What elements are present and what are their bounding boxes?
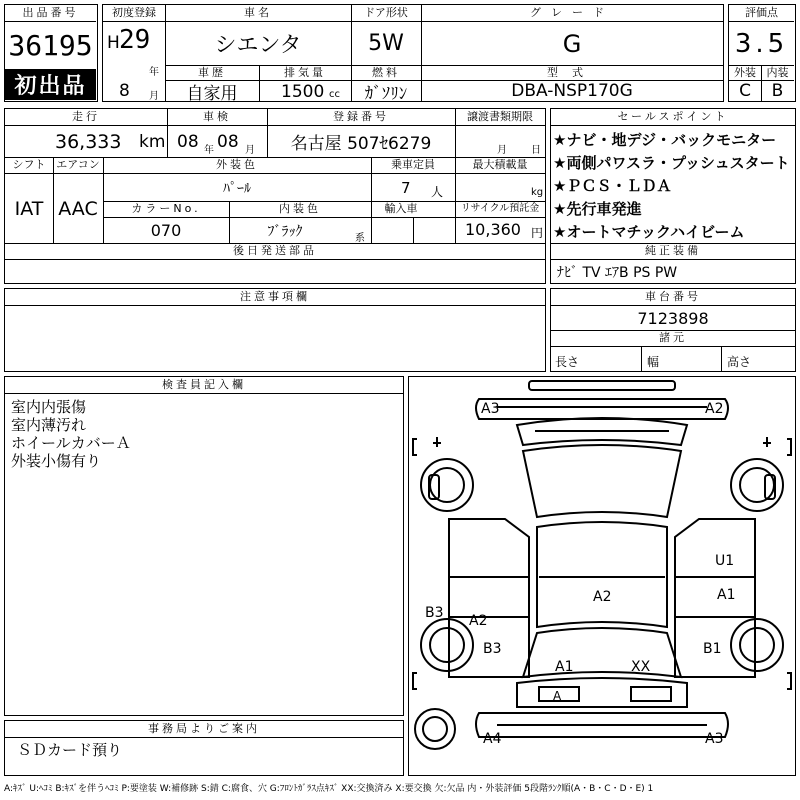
legend: A:ｷｽﾞ U:ﾍｺﾐ B:ｷｽﾞを伴うﾍｺﾐ P:要塗装 W:補修跡 S:錆 C:腐食、穴 G:ﾌﾛﾝﾄｶﾞﾗｽ点ｷｽﾞ XX:交換済み X:要交換 欠:欠品 内・外装評価 5段階ﾗﾝｸ順(A・B・C・D・E) 1 [4,784,654,794]
sales-point-5: ★オートマチックハイビーム [553,223,745,241]
diagram-mark-a2-roof: A2 [593,589,612,605]
mileage-label: 走行 [72,110,100,123]
sales-point-2: ★両側パワスラ・プッシュスタート [553,154,790,172]
shift: IAT [14,198,44,220]
color-no: 070 [150,221,182,240]
diagram-mark-a3-rear: A3 [705,731,724,747]
first-listing-badge: 初出品 [5,69,96,100]
office-text: ＳＤカード預り [17,741,123,759]
ac-label: エアコン [56,158,100,171]
diagram-mark-b1: B1 [703,641,722,657]
transfer-label: 譲渡書類期限 [467,110,533,123]
later-parts-label: 後日発送部品 [233,244,317,257]
inspection-year: 08 [177,132,199,152]
score-box [728,4,796,102]
history: 自家用 [186,83,238,104]
office-label: 事務局よりご案内 [148,722,260,735]
seats-unit: 人 [431,185,444,199]
height-label: 高さ [727,355,752,369]
inspection-year-unit: 年 [204,145,214,156]
grade: G [562,29,582,58]
displacement-label: 排気量 [284,66,326,79]
sales-point-3: ★ＰＣＳ・ＬＤＡ [553,177,672,195]
mileage: 36,333 [55,131,122,153]
car-diagram-drawing [409,377,795,775]
month-unit: 月 [149,91,159,102]
first-reg-label: 初度登録 [112,6,156,19]
diagram-mark-b3-rear: B3 [483,641,502,657]
lot-number: 36195 [8,28,93,62]
inspection-month-unit: 月 [245,145,255,156]
displacement-unit: cc [329,89,340,100]
inspector-label: 検査員記入欄 [162,378,246,391]
chassis-box [550,288,796,372]
sales-point-4: ★先行車発進 [553,200,642,218]
diagram-mark-a3-front: A3 [481,401,500,417]
import-label: 輸入車 [384,202,418,215]
inspector-line-3: ホイールカバーＡ [11,434,131,452]
ext-color-label: 外装色 [216,158,258,171]
history-label: 車歴 [198,66,226,79]
shift-label: シフト [12,158,46,171]
diagram-mark-a1-rear: A1 [555,659,574,675]
spec-header [102,4,724,102]
era: H [107,33,120,53]
chassis-number: 7123898 [637,308,709,328]
office-box [4,720,404,776]
chassis-label: 車台番号 [645,290,701,303]
ext-color: ﾊﾟｰﾙ [223,181,251,197]
details-block [4,108,546,284]
int-color-unit: 系 [355,233,365,244]
color-no-label: カラーNo. [131,202,201,215]
lot-box [4,4,98,102]
fuel-label: 燃料 [372,66,400,79]
ac: AAC [58,198,98,220]
diagram-mark-a-plate: A [553,689,562,703]
score-label: 評価点 [745,6,778,19]
recycle-unit: 円 [531,226,544,240]
diagram-mark-a2-left: A2 [469,613,488,629]
car-diagram [408,376,796,776]
int-color: ﾌﾞﾗｯｸ [267,223,303,240]
load-label: 最大積載量 [472,158,528,171]
inspector-line-2: 室内薄汚れ [11,416,87,434]
ext-grade: C [739,81,751,101]
int-grade: B [771,81,784,101]
model: DBA-NSP170G [511,81,633,101]
transfer-day-unit: 日 [531,145,541,156]
plate-label: 登録番号 [333,110,389,123]
sales-point-1: ★ナビ・地デジ・バックモニター [553,131,777,149]
seats-label: 乗車定員 [391,158,435,171]
lot-label: 出品番号 [22,6,79,19]
dims-label: 諸元 [659,331,687,344]
ext-label: 外装 [734,66,756,79]
first-reg-year: 29 [119,25,151,55]
grade-label: グレード [530,6,614,19]
door-type: 5W [368,31,404,56]
diagram-mark-xx: XX [631,659,651,675]
seats: 7 [401,179,411,197]
equipment-value: ﾅﾋﾞ TV ｴｱB PS PW [557,265,678,281]
diagram-mark-a1-right: A1 [717,587,736,603]
sales-points-label: セールスポイント [617,110,729,123]
inspector-line-1: 室内内張傷 [11,398,87,416]
car-name: シエンタ [214,33,302,58]
notes-label: 注意事項欄 [240,290,310,303]
diagram-mark-u1: U1 [715,553,735,569]
width-label: 幅 [647,355,660,369]
recycle-label: リサイクル預託金 [460,203,540,214]
displacement: 1500 [281,82,325,102]
sales-points-box [550,108,796,284]
model-label: 型式 [547,66,597,79]
year-unit: 年 [149,67,159,78]
load-unit: kg [531,187,544,198]
recycle-fee: 10,360 [465,220,521,239]
notes-box [4,288,546,372]
score: 3.5 [734,29,789,59]
plate-number: 名古屋 507ｾ6279 [290,134,432,154]
equipment-label: 純正装備 [645,244,701,257]
first-reg-month: 8 [119,81,130,101]
transfer-month-unit: 月 [497,145,507,156]
inspection-month: 08 [217,132,239,152]
door-label: ドア形状 [364,6,408,19]
diagram-mark-a2-front: A2 [705,401,724,417]
mileage-unit: km [139,132,166,152]
inspector-line-4: 外装小傷有り [11,452,102,470]
fuel: ｶﾞｿﾘﾝ [364,83,408,104]
int-label: 内装 [766,66,789,79]
inspection-label: 車検 [203,110,231,123]
length-label: 長さ [555,355,580,369]
diagram-mark-b3-left: B3 [425,605,444,621]
int-color-label: 内装色 [279,202,321,215]
diagram-mark-a4: A4 [483,731,502,747]
inspector-box [4,376,404,716]
car-name-label: 車名 [244,6,272,19]
